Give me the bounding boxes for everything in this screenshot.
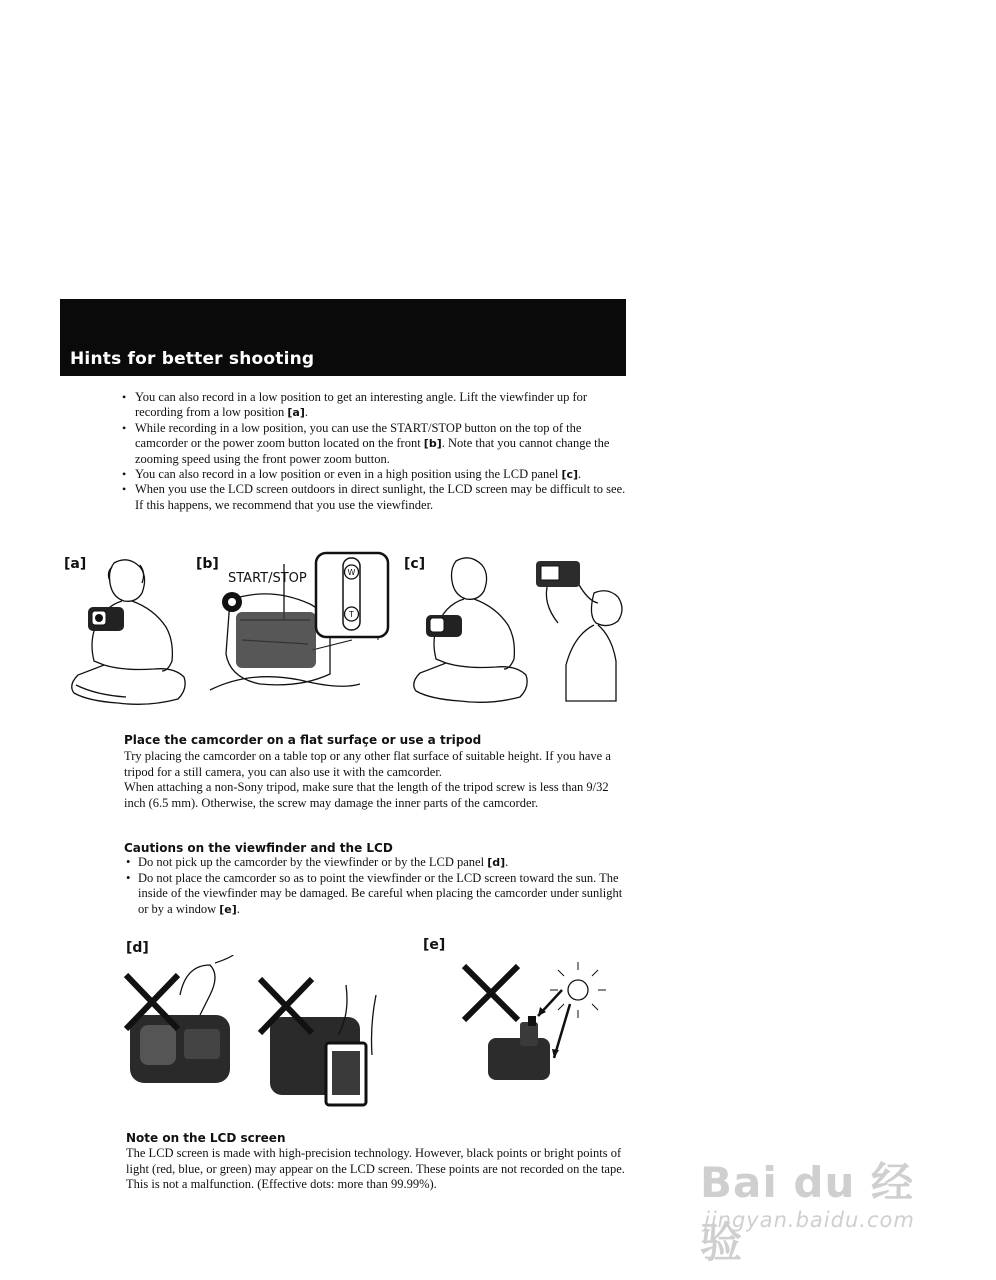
figure-ref: [d] bbox=[487, 856, 506, 869]
start-stop-callout: START/STOP bbox=[228, 571, 307, 586]
figure-ref: [b] bbox=[423, 437, 442, 451]
list-item: • Do not place the camcorder so as to point the viewfinder or the LCD screen toward the sun. The inside of the viewfinder may be damaged. Be careful when placing the camcorder under sunlight or by a window [e]. bbox=[124, 871, 634, 918]
list-item: • You can also record in a low position or even in a high position using the LCD panel [c]. bbox=[120, 467, 630, 482]
section-header-bar bbox=[60, 299, 626, 376]
figure-b-start-stop-illustration bbox=[200, 550, 395, 710]
page-title: Hints for better shooting bbox=[70, 349, 315, 369]
cautions-list bbox=[124, 855, 634, 917]
figure-ref: [a] bbox=[287, 406, 305, 420]
figure-c-lcd-panel-illustration bbox=[408, 553, 633, 708]
figure-label-c: [c] bbox=[404, 556, 426, 572]
list-item: • You can also record in a low position to get an interesting angle. Lift the viewfinder up for recording from a low position [a]. bbox=[120, 390, 630, 421]
figure-e-sun-warning-illustration bbox=[458, 960, 628, 1095]
zoom-w-label: W bbox=[347, 568, 356, 577]
zoom-t-label: T bbox=[349, 610, 354, 619]
tripod-paragraph-2: When attaching a non-Sony tripod, make sure that the length of the tripod screw is less than 9/32 inch (6.5 mm). Otherwise, the screw may damage the inner parts of the camcorder. bbox=[124, 780, 609, 810]
list-item: • When you use the LCD screen outdoors in direct sunlight, the LCD screen may be difficult to see. If this happens, we recommend that you use the viewfinder. bbox=[120, 482, 630, 513]
watermark-url-text: jingyan.baidu.com bbox=[704, 1208, 915, 1232]
figure-ref: [c] bbox=[561, 468, 579, 482]
figure-ref: [e] bbox=[219, 902, 237, 916]
figure-a-low-position-illustration bbox=[62, 555, 192, 710]
list-item: • While recording in a low position, you can use the START/STOP button on the top of the camcorder or the power zoom button located on the front [b]. Note that you cannot change the zooming speed using the front power zoom button. bbox=[120, 421, 630, 467]
figure-label-b: [b] bbox=[196, 556, 219, 572]
lcd-note-title: Note on the LCD screen bbox=[126, 1131, 286, 1145]
figure-label-e: [e] bbox=[423, 937, 446, 953]
hints-bullet-list bbox=[120, 390, 630, 513]
tripod-section-title: Place the camcorder on a flat surfaçe or use a tripod bbox=[124, 733, 482, 747]
tripod-paragraph-1: Try placing the camcorder on a table top or any other flat surface of suitable height. If you have a tripod for a still camera, you can also use it with the camcorder. bbox=[124, 749, 611, 779]
figure-label-a: [a] bbox=[64, 556, 87, 572]
lcd-note-paragraph: The LCD screen is made with high-precision technology. However, black points or bright points of light (red, blue, or green) may appear on the LCD screen. These points are not recorded on the tape. This is not a malfunction. (Effective dots: more than 99.99%). bbox=[126, 1146, 625, 1192]
figure-d-do-not-lift-illustration bbox=[120, 955, 390, 1110]
watermark-main-text: Bai du 经验 bbox=[700, 1158, 914, 1267]
cautions-section-title: Cautions on the viewfinder and the LCD bbox=[124, 841, 393, 855]
figure-label-d: [d] bbox=[126, 940, 149, 956]
watermark-logo bbox=[700, 1150, 950, 1267]
list-item: • Do not pick up the camcorder by the viewfinder or by the LCD panel [d]. bbox=[124, 855, 634, 871]
